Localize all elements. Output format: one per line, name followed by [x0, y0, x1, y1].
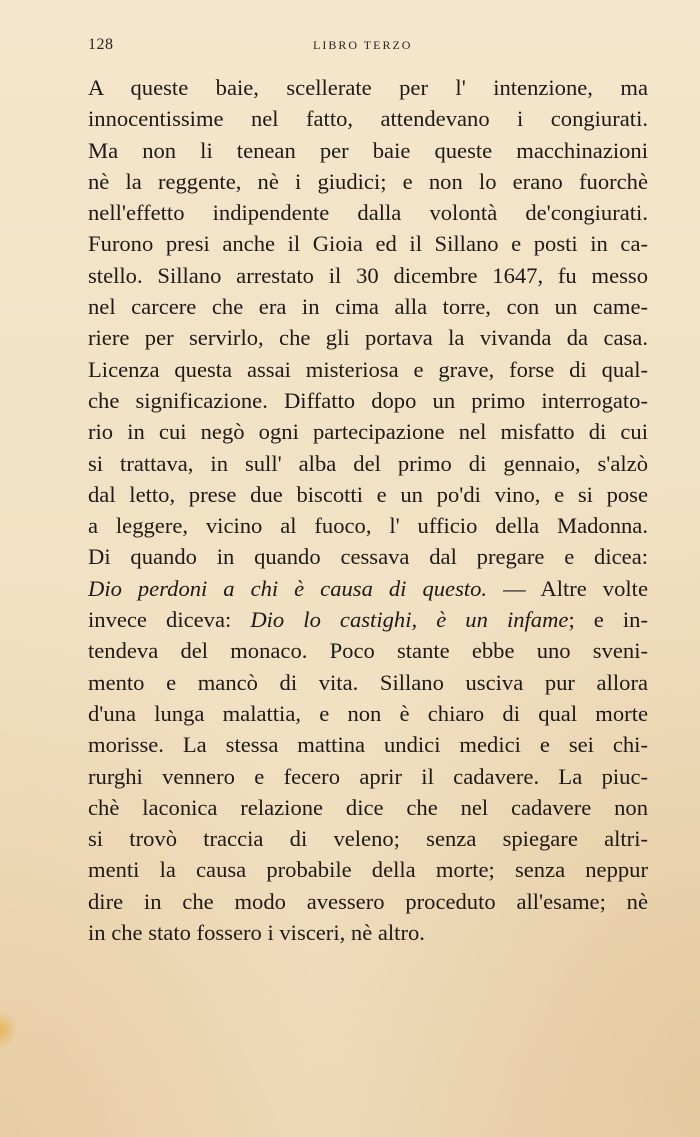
text-line: dal letto, prese due biscotti e un po'di vino, e si pose — [88, 481, 648, 507]
text-line: si trovò traccia di veleno; senza spiegare altri- — [88, 826, 648, 852]
text-line: rio in cui negò ogni partecipazione nel misfatto di cui — [88, 419, 648, 445]
text-line: morisse. La stessa mattina undici medici e sei chi- — [88, 732, 648, 758]
body-text — [88, 72, 648, 948]
text-line: menti la causa probabile della morte; senza neppur — [88, 857, 648, 883]
text-line: a leggere, vicino al fuoco, l' ufficio della Madonna. — [88, 513, 648, 539]
text-line: Licenza questa assai misteriosa e grave, forse di qual- — [88, 356, 648, 382]
text-line-italic-quote — [88, 604, 648, 635]
text-line: rurghi vennero e fecero aprir il cadavere. La piuc- — [88, 763, 648, 789]
line-end: ; e in- — [568, 607, 648, 633]
paper-stain — [0, 1010, 18, 1050]
running-head: LIBRO TERZO — [313, 38, 413, 52]
italic-quote-2: Dio lo castighi, è un infame — [250, 607, 569, 633]
text-line: stello. Sillano arrestato il 30 dicembre 1647, fu messo — [88, 262, 648, 288]
text-line: mento e mancò di vita. Sillano usciva pur allora — [88, 669, 648, 695]
page-header — [88, 36, 648, 56]
text-line: Di quando in quando cessava dal pregare e dicea: — [88, 544, 648, 570]
text-line: Furono presi anche il Gioia ed il Sillano e posti in ca- — [88, 231, 648, 257]
text-line: dire in che modo avessero proceduto all'esame; nè — [88, 888, 648, 914]
text-line-last: in che stato fossero i visceri, nè altro. — [88, 920, 425, 946]
italic-quote-1: Dio perdoni a chi è causa di questo. — [88, 575, 488, 601]
text-line: A queste baie, scellerate per l' intenzione, ma — [88, 75, 648, 100]
text-line: chè laconica relazione dice che nel cadavere non — [88, 794, 648, 820]
line-remainder: — Altre volte — [487, 575, 648, 601]
text-line: nel carcere che era in cima alla torre, con un came- — [88, 294, 648, 320]
text-line: d'una lunga malattia, e non è chiaro di qual morte — [88, 700, 648, 726]
text-line: nell'effetto indipendente dalla volontà de'congiurati. — [88, 200, 648, 226]
line-start: invece diceva: — [88, 607, 251, 633]
text-line: innocentissime nel fatto, attendevano i congiurati. — [88, 106, 648, 132]
text-line: che significazione. Diffatto dopo un primo interrogato- — [88, 387, 648, 413]
page-number: 128 — [88, 36, 114, 53]
text-line: Ma non li tenean per baie queste macchinazioni — [88, 137, 648, 163]
text-line: si trattava, in sull' alba del primo di gennaio, s'alzò — [88, 450, 648, 476]
text-line-italic-quote — [88, 573, 648, 604]
text-line: nè la reggente, nè i giudici; e non lo erano fuorchè — [88, 168, 648, 194]
text-line: riere per servirlo, che gli portava la vivanda da casa. — [88, 325, 648, 351]
text-line: tendeva del monaco. Poco stante ebbe uno sveni- — [88, 638, 648, 664]
